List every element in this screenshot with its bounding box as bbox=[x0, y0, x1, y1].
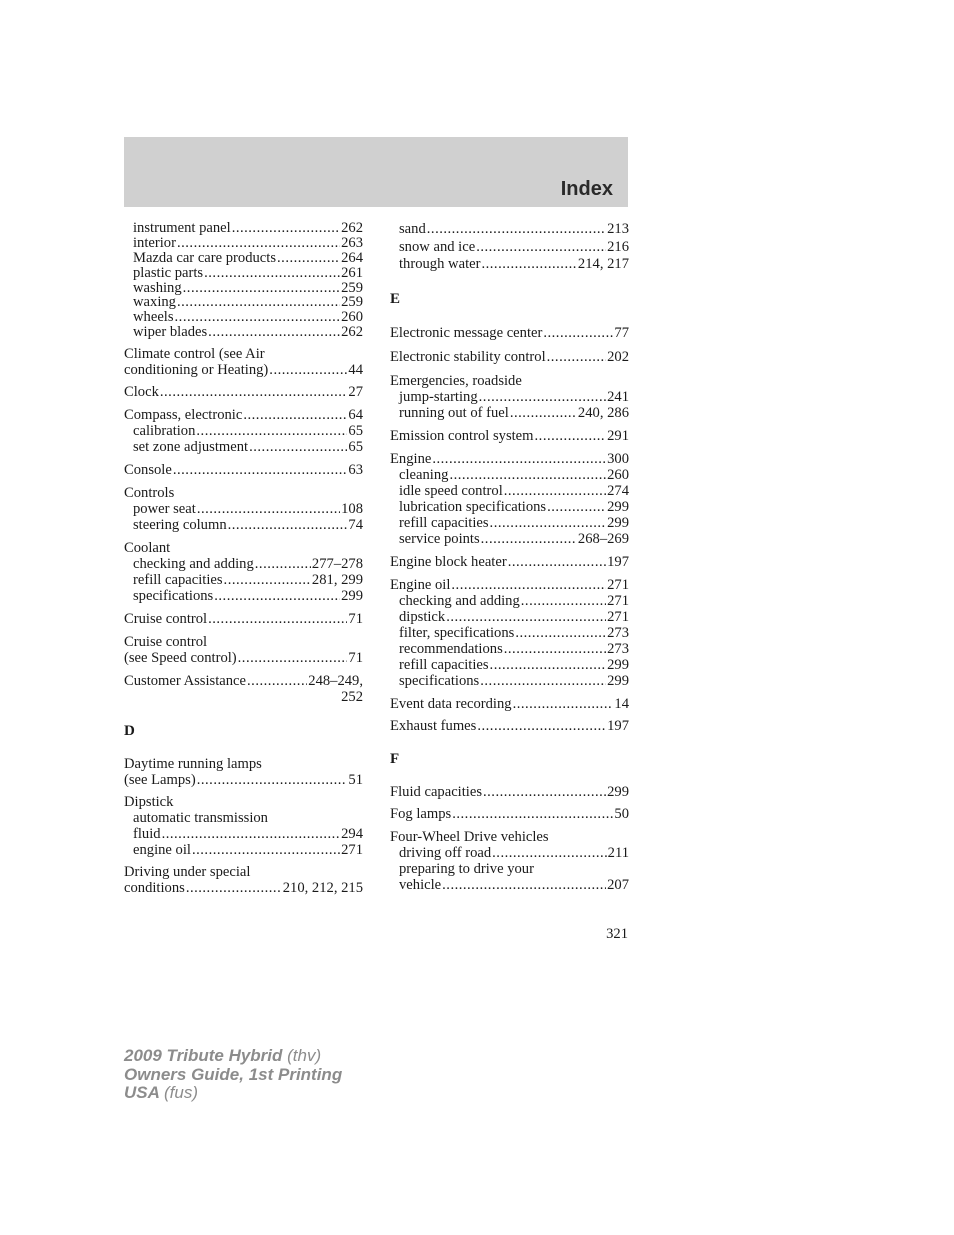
index-entry: waxing ..... 259 bbox=[124, 295, 363, 310]
section-letter: D bbox=[124, 723, 135, 740]
index-heading: Emergencies, roadside bbox=[390, 372, 522, 389]
page-title: Index bbox=[560, 178, 613, 200]
footer-edition: 2009 Tribute Hybrid (thv) Owners Guide, 1st Printing USA (fus) bbox=[124, 1046, 343, 1102]
index-subheading: preparing to drive your bbox=[399, 860, 534, 877]
section-letter: F bbox=[390, 750, 400, 767]
index-entry: instrument panel ..... 262 bbox=[124, 221, 363, 236]
index-entry: set zone adjustment ..... 65 bbox=[124, 439, 363, 455]
index-entry: (see Speed control) ..... 71 bbox=[124, 650, 363, 666]
index-subheading: automatic transmission bbox=[133, 810, 268, 827]
index-entry: Exhaust fumes ..... 197 bbox=[390, 718, 629, 734]
index-entry: vehicle ..... 207 bbox=[390, 877, 629, 893]
index-entry: Mazda car care products ..... 264 bbox=[124, 251, 363, 266]
index-entry: Electronic stability control ..... 202 bbox=[390, 349, 629, 365]
index-entry: jump-starting ..... 241 bbox=[390, 389, 629, 405]
index-entry: engine oil ..... 271 bbox=[124, 842, 363, 858]
index-entry: through water ..... 214, 217 bbox=[390, 256, 629, 274]
index-entry: cleaning ..... 260 bbox=[390, 467, 629, 483]
index-entry: refill capacities ..... 299 bbox=[390, 515, 629, 531]
index-entry: Emission control system ..... 291 bbox=[390, 428, 629, 444]
index-entry: calibration ..... 65 bbox=[124, 423, 363, 439]
section-letter: E bbox=[390, 290, 401, 307]
page-number: 321 bbox=[606, 926, 628, 942]
index-entry: (see Lamps) ..... 51 bbox=[124, 772, 363, 788]
index-entry: specifications ..... 299 bbox=[124, 588, 363, 604]
index-entry: recommendations ..... 273 bbox=[390, 641, 629, 657]
index-entry: wheels ..... 260 bbox=[124, 310, 363, 325]
index-heading: Driving under special bbox=[124, 864, 251, 881]
index-entry: driving off road ..... 211 bbox=[390, 845, 629, 861]
index-entry: wiper blades ..... 262 bbox=[124, 325, 363, 340]
index-entry: Electronic message center ..... 77 bbox=[390, 325, 629, 341]
index-entry: Cruise control ..... 71 bbox=[124, 611, 363, 627]
index-entry: Engine block heater ..... 197 bbox=[390, 554, 629, 570]
index-entry: Compass, electronic ..... 64 bbox=[124, 407, 363, 423]
index-heading: Four-Wheel Drive vehicles bbox=[390, 828, 549, 845]
index-entry: interior ..... 263 bbox=[124, 236, 363, 251]
index-entry: checking and adding ..... 271 bbox=[390, 593, 629, 609]
index-entry: sand ..... 213 bbox=[390, 221, 629, 239]
index-entry: power seat ..... 108 bbox=[124, 501, 363, 517]
index-entry: steering column ..... 74 bbox=[124, 517, 363, 533]
index-entry: lubrication specifications ..... 299 bbox=[390, 499, 629, 515]
index-entry: Clock ..... 27 bbox=[124, 384, 363, 400]
index-entry: snow and ice ..... 216 bbox=[390, 239, 629, 257]
index-entry: idle speed control ..... 274 bbox=[390, 483, 629, 499]
index-entry-continuation: 252 bbox=[341, 689, 363, 706]
index-entry: Customer Assistance ..... 248–249, bbox=[124, 673, 363, 689]
header-band bbox=[124, 137, 628, 207]
index-entry: refill capacities ..... 299 bbox=[390, 657, 629, 673]
index-entry: filter, specifications ..... 273 bbox=[390, 625, 629, 641]
index-entry: Engine oil ..... 271 bbox=[390, 577, 629, 593]
index-entry: refill capacities ..... 281, 299 bbox=[124, 572, 363, 588]
index-heading: Controls bbox=[124, 485, 175, 502]
index-entry: dipstick ..... 271 bbox=[390, 609, 629, 625]
index-column-left bbox=[124, 221, 363, 896]
index-entry: fluid ..... 294 bbox=[124, 826, 363, 842]
index-entry: running out of fuel ..... 240, 286 bbox=[390, 405, 629, 421]
index-entry: conditioning or Heating) ..... 44 bbox=[124, 362, 363, 378]
index-heading: Coolant bbox=[124, 540, 171, 557]
index-entry: washing ..... 259 bbox=[124, 281, 363, 296]
index-entry: Engine ..... 300 bbox=[390, 451, 629, 467]
index-column-right bbox=[390, 221, 629, 893]
index-entry: service points ..... 268–269 bbox=[390, 531, 629, 547]
index-heading: Cruise control bbox=[124, 634, 208, 651]
index-heading: Climate control (see Air bbox=[124, 346, 265, 363]
index-entry: plastic parts ..... 261 bbox=[124, 266, 363, 281]
index-entry: Fluid capacities ..... 299 bbox=[390, 784, 629, 800]
index-entry: Console ..... 63 bbox=[124, 462, 363, 478]
index-heading: Daytime running lamps bbox=[124, 756, 262, 773]
index-entry: Fog lamps ..... 50 bbox=[390, 806, 629, 822]
index-entry: specifications ..... 299 bbox=[390, 673, 629, 689]
index-entry: conditions ..... 210, 212, 215 bbox=[124, 880, 363, 896]
index-entry: checking and adding ..... 277–278 bbox=[124, 556, 363, 572]
index-heading: Dipstick bbox=[124, 794, 174, 811]
index-entry: Event data recording ..... 14 bbox=[390, 696, 629, 712]
